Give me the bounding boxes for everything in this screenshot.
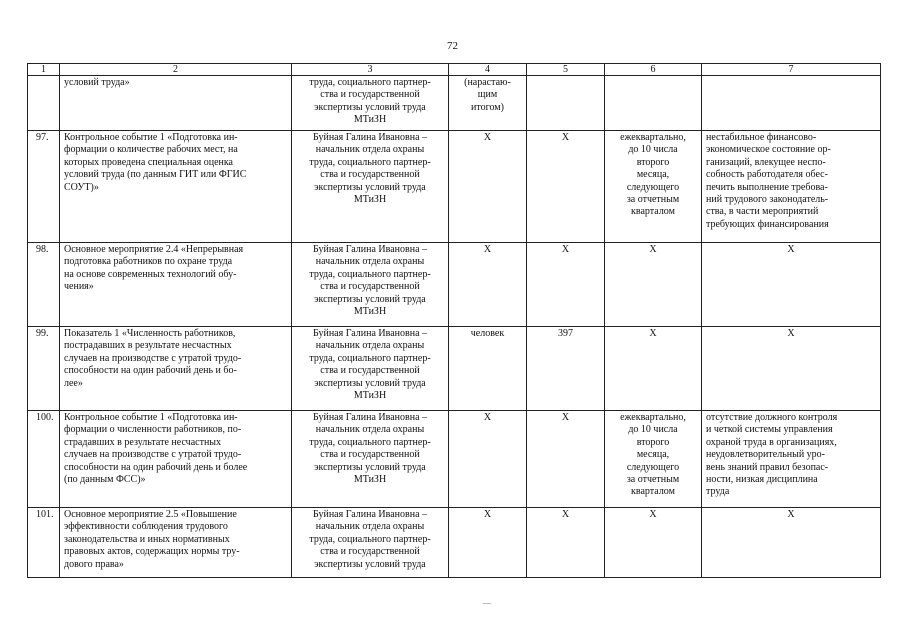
responsible-person: труда, социального партнер- ства и государственной экспертизы условий труда МТиЗН bbox=[292, 76, 449, 131]
column-number-row bbox=[28, 64, 881, 76]
measure-name: Контрольное событие 1 «Подготовка ин- формации о количестве рабочих мест, на которых проведена специальная оценка условий труда (по данным ГИТ или ФГИС СОУТ)» bbox=[60, 131, 292, 243]
unit-of-measure: человек bbox=[449, 327, 527, 411]
table-row bbox=[28, 243, 881, 327]
reporting-period: ежеквартально, до 10 числа второго месяца, следующего за отчетным кварталом bbox=[605, 131, 702, 243]
measure-name: Показатель 1 «Численность работников, пострадавших в результате несчастных случаев на производстве с утратой трудо- способности на один рабочий день и бо- лее» bbox=[60, 327, 292, 411]
row-number: 99. bbox=[28, 327, 60, 411]
column-number: 3 bbox=[292, 64, 449, 76]
table-row bbox=[28, 508, 881, 578]
reporting-period: Х bbox=[605, 243, 702, 327]
table-row bbox=[28, 131, 881, 243]
measure-name: Контрольное событие 1 «Подготовка ин- формации о численности работников, по- страдавших в результате несчастных случаев на производстве с утратой трудо- способности на один рабочий день и более (по данным ФСС)» bbox=[60, 411, 292, 508]
planned-value: Х bbox=[527, 243, 605, 327]
page-number: 72 bbox=[447, 40, 458, 52]
column-number: 2 bbox=[60, 64, 292, 76]
reporting-period: Х bbox=[605, 508, 702, 578]
measure-name: Основное мероприятие 2.5 «Повышение эффективности соблюдения трудового законодательства и иных нормативных правовых актов, содержащих нормы тру- дового права» bbox=[60, 508, 292, 578]
unit-of-measure: (нарастаю- щим итогом) bbox=[449, 76, 527, 131]
row-number: 97. bbox=[28, 131, 60, 243]
risk-description: Х bbox=[702, 508, 881, 578]
table-row bbox=[28, 76, 881, 131]
column-number: 6 bbox=[605, 64, 702, 76]
unit-of-measure: Х bbox=[449, 243, 527, 327]
planned-value: Х bbox=[527, 411, 605, 508]
reporting-period bbox=[605, 76, 702, 131]
risk-description: нестабильное финансово- экономическое состояние ор- ганизаций, влекущее неспо- собность работодателя обес- печить выполнение требова- ний трудового законодатель- ства, в части мероприятий требующих финансирования bbox=[702, 131, 881, 243]
column-number: 7 bbox=[702, 64, 881, 76]
responsible-person: Буйная Галина Ивановна – начальник отдела охраны труда, социального партнер- ства и государственной экспертизы условий труда МТиЗН bbox=[292, 243, 449, 327]
scan-mark bbox=[483, 603, 491, 604]
measure-name: условий труда» bbox=[60, 76, 292, 131]
column-number: 1 bbox=[28, 64, 60, 76]
responsible-person: Буйная Галина Ивановна – начальник отдела охраны труда, социального партнер- ства и государственной экспертизы условий труда МТиЗН bbox=[292, 327, 449, 411]
reporting-period: Х bbox=[605, 327, 702, 411]
planned-value bbox=[527, 76, 605, 131]
row-number: 100. bbox=[28, 411, 60, 508]
row-number: 98. bbox=[28, 243, 60, 327]
row-number: 101. bbox=[28, 508, 60, 578]
planned-value: Х bbox=[527, 131, 605, 243]
responsible-person: Буйная Галина Ивановна – начальник отдела охраны труда, социального партнер- ства и государственной экспертизы условий труда МТиЗН bbox=[292, 131, 449, 243]
responsible-person: Буйная Галина Ивановна – начальник отдела охраны труда, социального партнер- ства и государственной экспертизы условий труда МТиЗН bbox=[292, 411, 449, 508]
column-number: 4 bbox=[449, 64, 527, 76]
unit-of-measure: Х bbox=[449, 411, 527, 508]
planned-value: Х bbox=[527, 508, 605, 578]
unit-of-measure: Х bbox=[449, 131, 527, 243]
measure-name: Основное мероприятие 2.4 «Непрерывная подготовка работников по охране труда на основе современных технологий обу- чения» bbox=[60, 243, 292, 327]
risk-description: Х bbox=[702, 243, 881, 327]
row-number bbox=[28, 76, 60, 131]
responsible-person: Буйная Галина Ивановна – начальник отдела охраны труда, социального партнер- ства и государственной экспертизы условий труда bbox=[292, 508, 449, 578]
table-row bbox=[28, 327, 881, 411]
planned-value: 397 bbox=[527, 327, 605, 411]
column-number: 5 bbox=[527, 64, 605, 76]
reporting-period: ежеквартально, до 10 числа второго месяца, следующего за отчетным кварталом bbox=[605, 411, 702, 508]
table-row bbox=[28, 411, 881, 508]
unit-of-measure: Х bbox=[449, 508, 527, 578]
program-table bbox=[27, 63, 881, 578]
risk-description: отсутствие должного контроля и четкой системы управления охраной труда в организациях, неудовлетворительный уро- вень знаний правил безопас- ности, низкая дисциплина труда bbox=[702, 411, 881, 508]
risk-description: Х bbox=[702, 327, 881, 411]
risk-description bbox=[702, 76, 881, 131]
